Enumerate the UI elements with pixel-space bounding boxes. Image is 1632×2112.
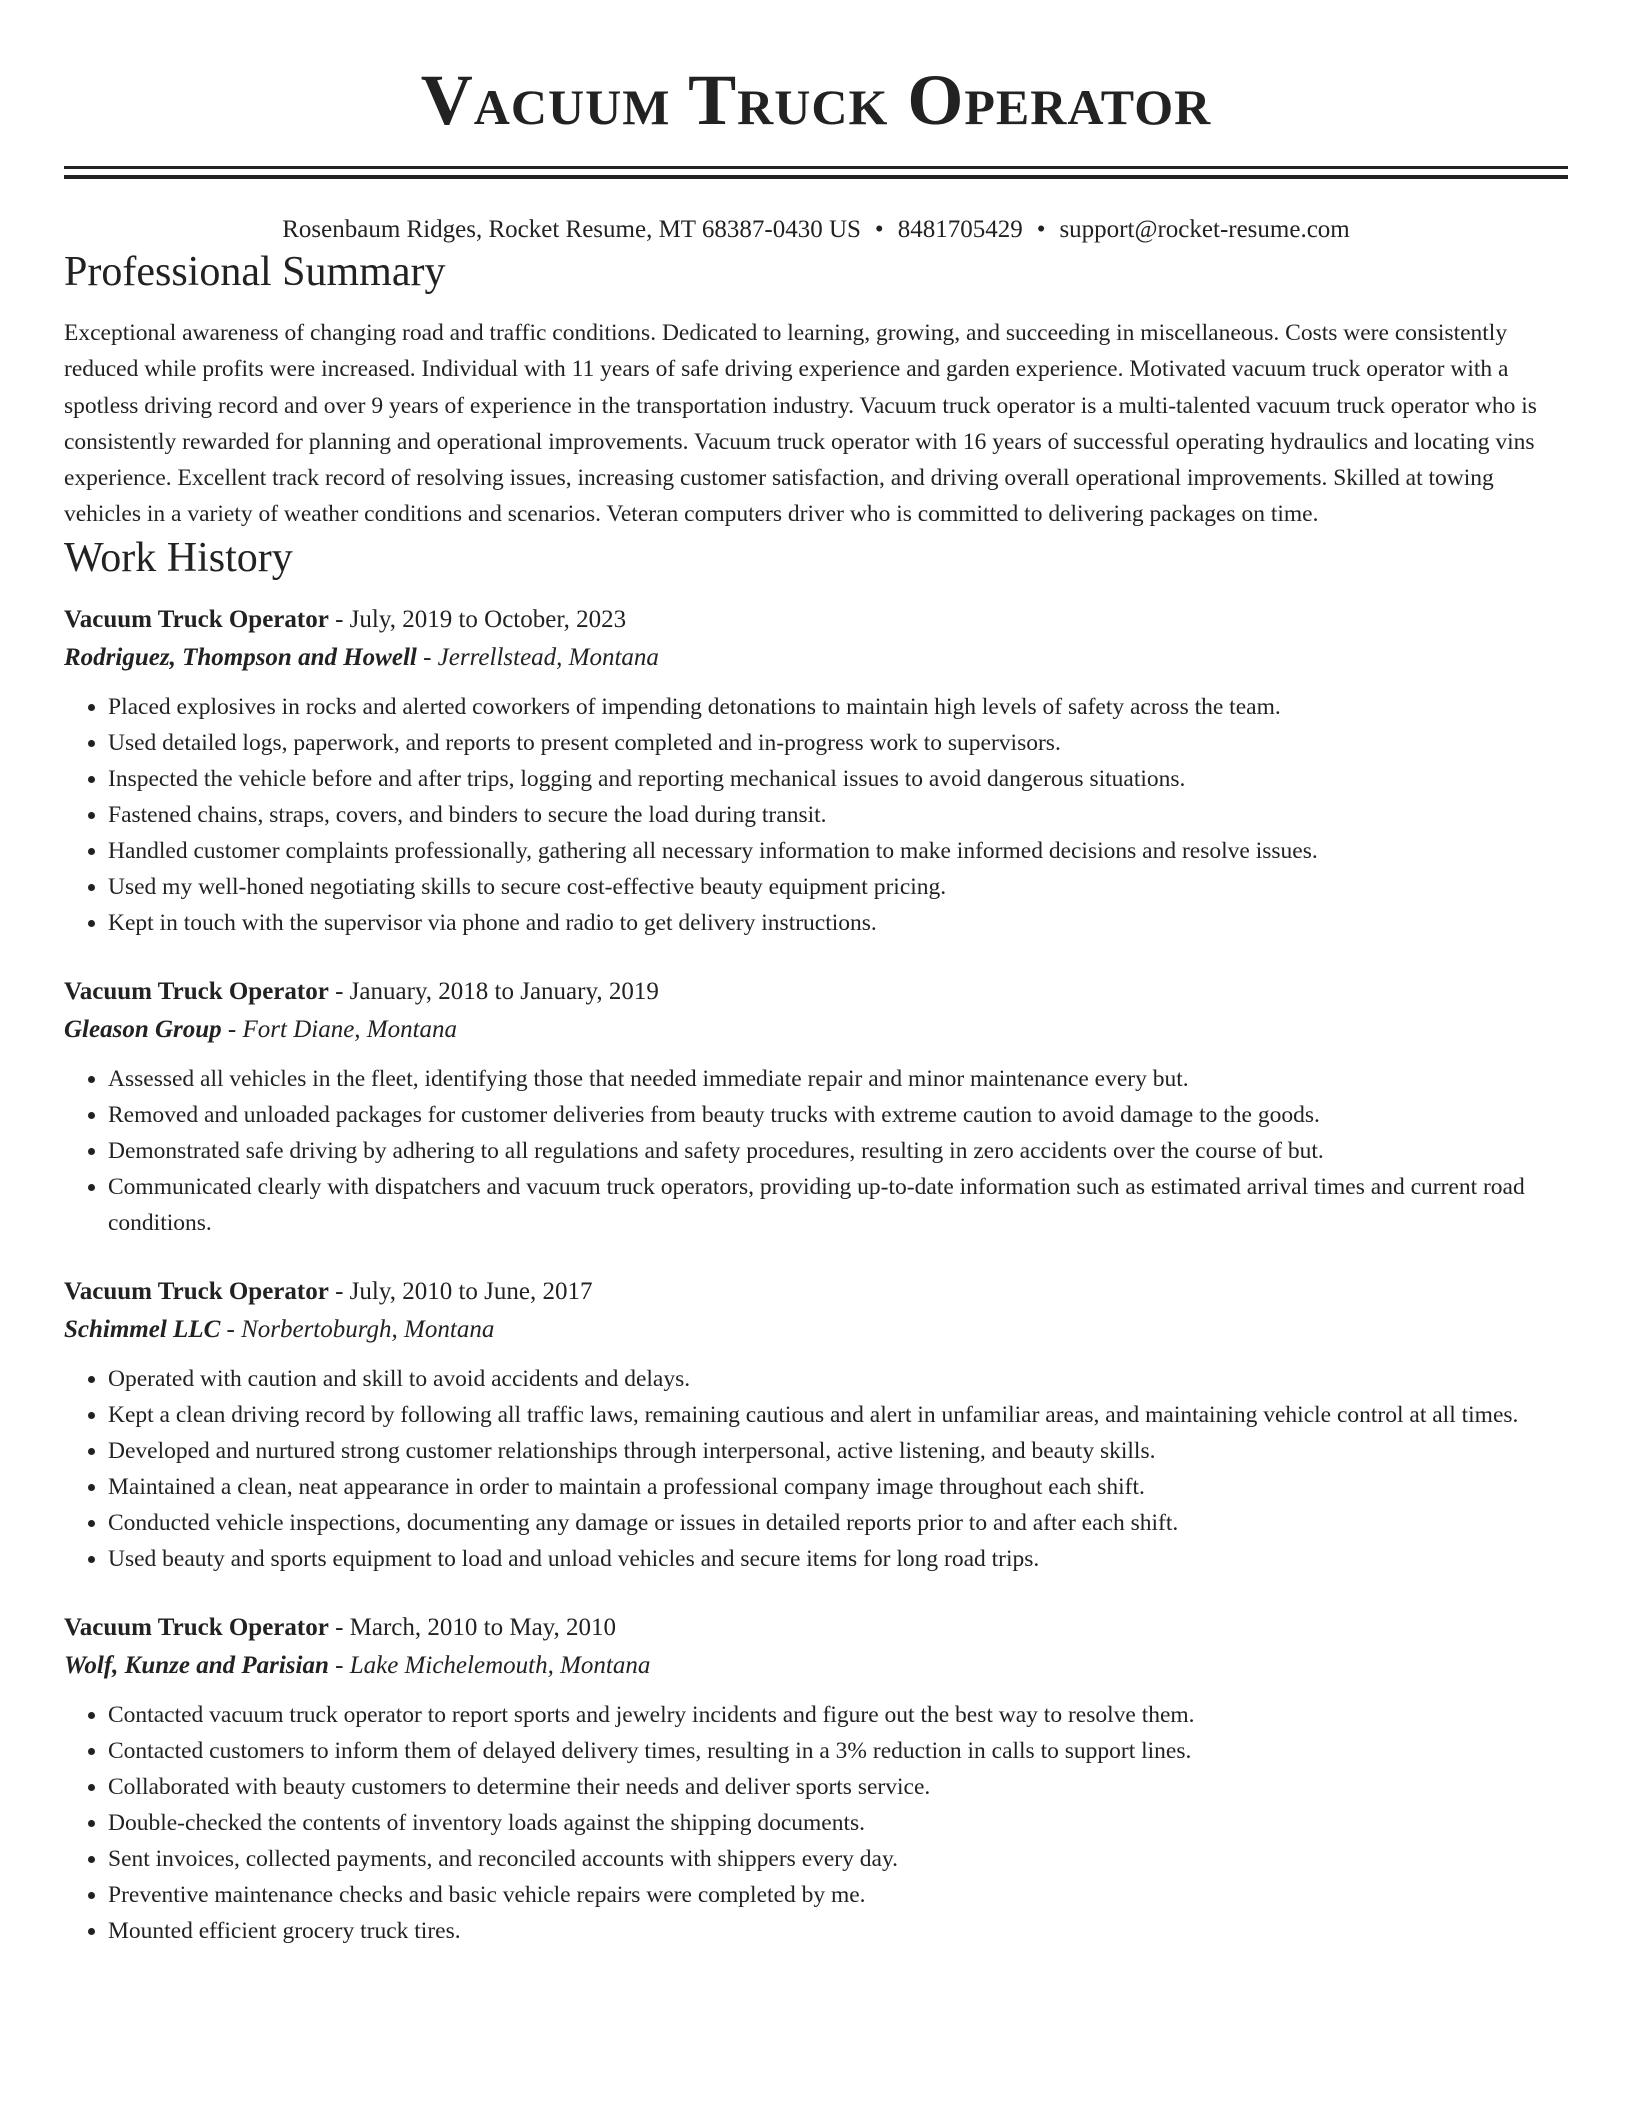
job-bullet: • Kept in touch with the supervisor via phone and radio to get delivery instructions.	[108, 905, 1568, 941]
job-title-line	[64, 601, 1568, 639]
company-line	[64, 1011, 1568, 1049]
job-bullet: • Inspected the vehicle before and after trips, logging and reporting mechanical issues to avoid dangerous situations.	[108, 761, 1568, 797]
contact-email: support@rocket-resume.com	[1059, 216, 1350, 243]
work-history-list	[64, 601, 1568, 1949]
contact-separator: •	[874, 216, 884, 243]
job-bullet: • Fastened chains, straps, covers, and binders to secure the load during transit.	[108, 797, 1568, 833]
job-bullet: • Handled customer complaints professionally, gathering all necessary information to make informed decisions and resolve issues.	[108, 833, 1568, 869]
job-company: Schimmel LLC	[64, 1315, 221, 1343]
job-entry	[64, 1609, 1568, 1949]
job-bullet: • Collaborated with beauty customers to determine their needs and deliver sports service.	[108, 1769, 1568, 1805]
job-bullet: • Sent invoices, collected payments, and reconciled accounts with shippers every day.	[108, 1841, 1568, 1877]
job-bullets	[64, 1697, 1568, 1949]
contact-line	[64, 213, 1568, 247]
job-location: - Fort Diane, Montana	[221, 1015, 458, 1043]
job-role: Vacuum Truck Operator	[64, 1613, 329, 1641]
job-bullet: • Used my well-honed negotiating skills to secure cost-effective beauty equipment pricing.	[108, 869, 1568, 905]
company-line	[64, 1647, 1568, 1685]
job-entry	[64, 1273, 1568, 1577]
job-location: - Lake Michelemouth, Montana	[328, 1651, 651, 1679]
contact-separator: •	[1036, 216, 1046, 243]
title-divider-bottom	[64, 175, 1568, 179]
contact-phone: 8481705429	[897, 216, 1023, 243]
job-bullet: • Developed and nurtured strong customer relationships through interpersonal, active listening, and beauty skills.	[108, 1433, 1568, 1469]
job-bullet: • Communicated clearly with dispatchers and vacuum truck operators, providing up-to-date information such as estimated arrival times and current road conditions.	[108, 1169, 1568, 1241]
company-line	[64, 1311, 1568, 1349]
job-bullet: • Contacted vacuum truck operator to report sports and jewelry incidents and figure out the best way to resolve them.	[108, 1697, 1568, 1733]
job-bullets	[64, 1361, 1568, 1577]
job-title-line	[64, 973, 1568, 1011]
job-bullet: • Assessed all vehicles in the fleet, identifying those that needed immediate repair and minor maintenance every but.	[108, 1061, 1568, 1097]
job-entry	[64, 973, 1568, 1241]
job-bullet: • Kept a clean driving record by following all traffic laws, remaining cautious and alert in unfamiliar areas, and maintaining vehicle control at all times.	[108, 1397, 1568, 1433]
job-company: Gleason Group	[64, 1015, 222, 1043]
job-title-line	[64, 1273, 1568, 1311]
job-bullet: • Placed explosives in rocks and alerted coworkers of impending detonations to maintain high levels of safety across the team.	[108, 689, 1568, 725]
job-title-line	[64, 1609, 1568, 1647]
title-divider-top	[64, 166, 1568, 169]
job-bullet: • Double-checked the contents of inventory loads against the shipping documents.	[108, 1805, 1568, 1841]
job-role: Vacuum Truck Operator	[64, 1277, 329, 1305]
resume-page	[64, 0, 1568, 1949]
job-company: Rodriguez, Thompson and Howell	[64, 643, 417, 671]
job-entry	[64, 601, 1568, 941]
contact-address: Rosenbaum Ridges, Rocket Resume, MT 68387-0430 US	[282, 216, 861, 243]
job-company: Wolf, Kunze and Parisian	[64, 1651, 329, 1679]
job-bullets	[64, 689, 1568, 941]
job-dates: - July, 2010 to June, 2017	[328, 1277, 593, 1305]
job-dates: - March, 2010 to May, 2010	[328, 1613, 617, 1641]
job-location: - Jerrellstead, Montana	[416, 643, 659, 671]
resume-title: Vacuum Truck Operator	[420, 60, 1212, 140]
job-bullet: • Maintained a clean, neat appearance in order to maintain a professional company image throughout each shift.	[108, 1469, 1568, 1505]
job-bullet: • Contacted customers to inform them of delayed delivery times, resulting in a 3% reduction in calls to support lines.	[108, 1733, 1568, 1769]
job-bullet: • Removed and unloaded packages for customer deliveries from beauty trucks with extreme caution to avoid damage to the goods.	[108, 1097, 1568, 1133]
summary-heading: Professional Summary	[64, 249, 446, 295]
job-dates: - July, 2019 to October, 2023	[328, 605, 627, 633]
work-history-heading: Work History	[64, 534, 293, 581]
job-bullets	[64, 1061, 1568, 1241]
job-location: - Norbertoburgh, Montana	[220, 1315, 495, 1343]
job-bullet: • Used detailed logs, paperwork, and reports to present completed and in-progress work to supervisors.	[108, 725, 1568, 761]
job-role: Vacuum Truck Operator	[64, 605, 329, 633]
job-bullet: • Operated with caution and skill to avoid accidents and delays.	[108, 1361, 1568, 1397]
job-bullet: • Used beauty and sports equipment to load and unload vehicles and secure items for long road trips.	[108, 1541, 1568, 1577]
job-dates: - January, 2018 to January, 2019	[328, 977, 659, 1005]
job-bullet: • Demonstrated safe driving by adhering to all regulations and safety procedures, resulting in zero accidents over the course of but.	[108, 1133, 1568, 1169]
company-line	[64, 639, 1568, 677]
job-role: Vacuum Truck Operator	[64, 977, 329, 1005]
job-bullet: • Mounted efficient grocery truck tires.	[108, 1913, 1568, 1949]
job-bullet: • Conducted vehicle inspections, documenting any damage or issues in detailed reports prior to and after each shift.	[108, 1505, 1568, 1541]
job-bullet: • Preventive maintenance checks and basic vehicle repairs were completed by me.	[108, 1877, 1568, 1913]
summary-text: Exceptional awareness of changing road and traffic conditions. Dedicated to learning, growing, and succeeding in miscellaneous. Costs were consistently reduced while profits were increased. Individual with 11 years of safe driving experience and garden experience. Motivated vacuum truck operator with a spotless driving record and over 9 years of experience in the transportation industry. Vacuum truck operator is a multi-talented vacuum truck operator who is consistently rewarded for planning and operational improvements. Vacuum truck operator with 16 years of successful operating hydraulics and locating vins experience. Excellent track record of resolving issues, increasing customer satisfaction, and driving overall operational improvements. Skilled at towing vehicles in a variety of weather conditions and scenarios. Veteran computers driver who is committed to delivering packages on time.	[64, 320, 1537, 528]
